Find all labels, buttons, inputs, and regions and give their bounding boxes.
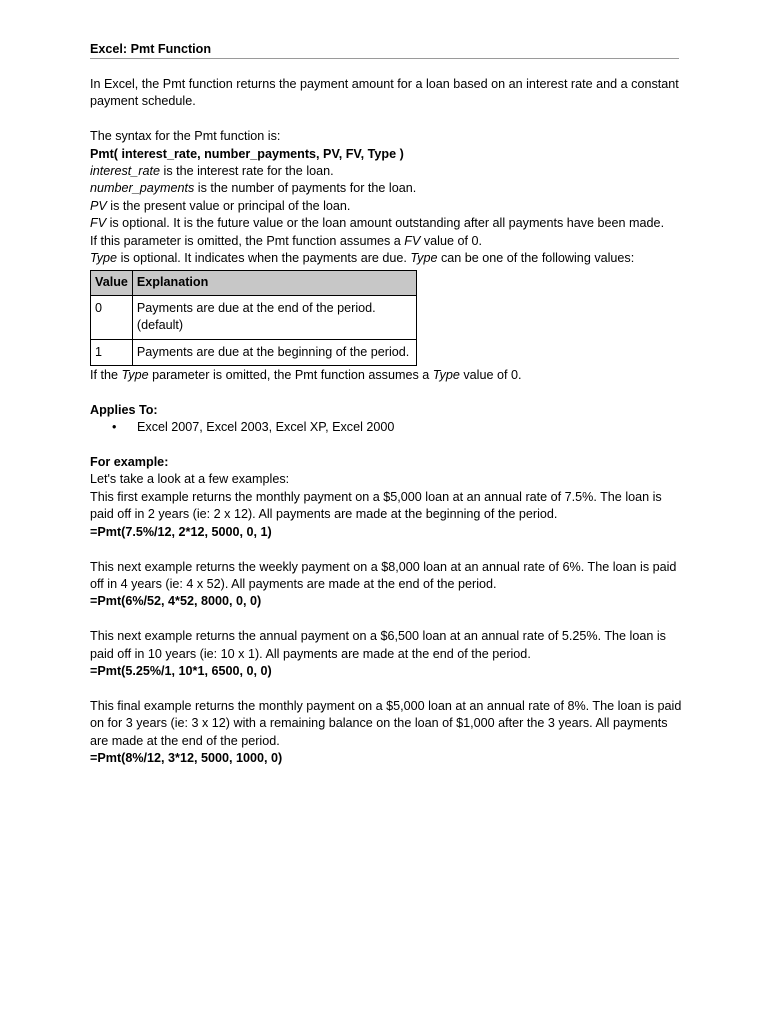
example-text: This next example returns the weekly payment on a $8,000 loan at an annual rate of 6%. The loan is paid off in 4 years (ie: 4 x 52). All payments are made at the end of the period. <box>90 559 677 591</box>
example-formula: =Pmt(6%/52, 4*52, 8000, 0, 0) <box>90 594 262 609</box>
param-number-payments <box>90 180 682 197</box>
text-run: can be one of the following values: <box>437 251 635 266</box>
param-pv <box>90 198 682 215</box>
param-term: Type <box>121 368 149 383</box>
text-run: If this parameter is omitted, the Pmt function assumes a <box>90 233 405 248</box>
list-item-text: Excel 2007, Excel 2003, Excel XP, Excel 2000 <box>137 420 395 435</box>
table-row <box>91 295 417 339</box>
table-cell-value: 0 <box>91 295 133 339</box>
param-desc: is the present value or principal of the loan. <box>106 198 351 213</box>
examples-lead: Let's take a look at a few examples: <box>90 472 290 487</box>
table-cell-explanation: Payments are due at the beginning of the period. <box>132 339 416 365</box>
param-name: interest_rate <box>90 164 161 179</box>
text-run: is optional. It indicates when the payments are due. <box>117 251 411 266</box>
table-header-value: Value <box>91 271 133 295</box>
param-type <box>90 250 682 267</box>
param-desc: is optional. It is the future value or the loan amount outstanding after all payments have been made. <box>106 216 665 231</box>
table-row <box>91 339 417 365</box>
param-name: number_payments <box>90 181 195 196</box>
syntax-signature: Pmt( interest_rate, number_payments, PV, FV, Type ) <box>90 146 404 161</box>
param-interest-rate <box>90 163 682 180</box>
param-desc: is the number of payments for the loan. <box>194 181 417 196</box>
syntax-lead: The syntax for the Pmt function is: <box>90 129 281 144</box>
param-name: PV <box>90 198 107 213</box>
text-run: parameter is omitted, the Pmt function assumes a <box>148 368 433 383</box>
table-cell-value: 1 <box>91 339 133 365</box>
example-text: This next example returns the annual payment on a $6,500 loan at an annual rate of 5.25%. The loan is paid off in 10 years (ie: 10 x 1). All payments are made at the end of the period. <box>90 629 666 661</box>
intro-paragraph: In Excel, the Pmt function returns the payment amount for a loan based on an interest rate and a constant payment schedule. <box>90 77 679 109</box>
type-values-table <box>90 270 417 366</box>
text-run: value of 0. <box>459 368 522 383</box>
example-formula: =Pmt(5.25%/1, 10*1, 6500, 0, 0) <box>90 663 272 678</box>
param-name: FV <box>90 216 107 231</box>
table-header-row <box>91 271 417 295</box>
list-item <box>90 419 682 436</box>
applies-heading: Applies To: <box>90 402 158 417</box>
example-formula: =Pmt(8%/12, 3*12, 5000, 1000, 0) <box>90 750 283 765</box>
page-header-title: Excel: Pmt Function <box>90 42 212 56</box>
table-cell-explanation: Payments are due at the end of the period. (default) <box>132 295 416 339</box>
param-term: Type <box>410 251 438 266</box>
table-header-explanation: Explanation <box>132 271 416 295</box>
example-text: This first example returns the monthly payment on a $5,000 loan at an annual rate of 7.5%. The loan is paid off in 2 years (ie: 2 x 12). All payments are made at the beginning of the period. <box>90 489 662 522</box>
example-formula: =Pmt(7.5%/12, 2*12, 5000, 0, 1) <box>90 524 272 539</box>
param-term: Type <box>432 368 460 383</box>
param-fv <box>90 215 682 232</box>
type-omitted-note <box>90 367 682 384</box>
header-divider <box>90 58 679 59</box>
example-text: This final example returns the monthly payment on a $5,000 loan at an annual rate of 8%. The loan is paid on for 3 years (ie: 3 x 12) with a remaining balance on the loan of $1,000 after the 3 years. All payments are made at the end of the period. <box>90 698 682 748</box>
bullet-icon: • <box>112 420 117 435</box>
param-desc: is the interest rate for the loan. <box>160 164 334 179</box>
text-run: If the <box>90 368 122 383</box>
document-body <box>90 76 682 767</box>
examples-heading: For example: <box>90 455 169 470</box>
param-term: FV <box>404 233 421 248</box>
param-fv-omitted <box>90 233 682 250</box>
applies-list <box>90 419 682 436</box>
text-run: value of 0. <box>420 233 482 248</box>
param-name: Type <box>90 251 118 266</box>
